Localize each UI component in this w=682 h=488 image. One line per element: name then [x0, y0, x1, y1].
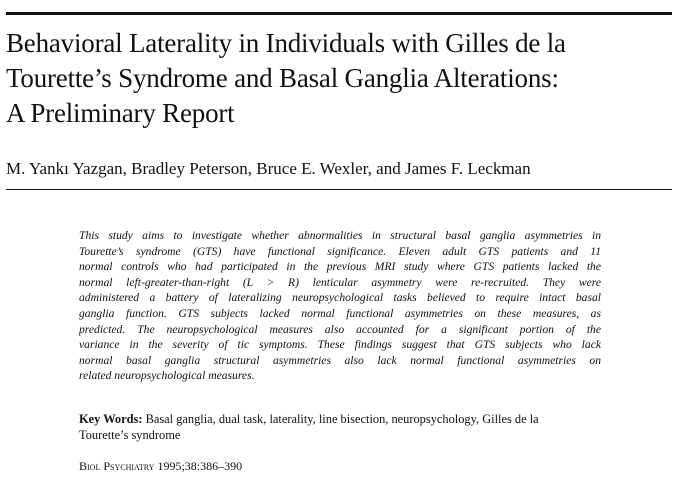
journal-name: Biol Psychiatry	[79, 459, 155, 473]
abstract-line: normal controls who had participated in the previous MRI study where GTS patients lacked the	[79, 260, 601, 274]
abstract-line: Tourette’s syndrome (GTS) have functional significance. Eleven adult GTS patients and 11	[79, 244, 601, 258]
article-title	[6, 26, 672, 131]
abstract-line: ganglia function. GTS subjects lacked normal functional asymmetries on these measures, as	[79, 306, 601, 320]
author-list: M. Yankı Yazgan, Bradley Peterson, Bruce E. Wexler, and James F. Leckman	[6, 159, 531, 178]
title-line: A Preliminary Report	[6, 98, 235, 128]
abstract	[79, 228, 601, 384]
abstract-line: variance in the severity of tic symptoms. These findings suggest that GTS subjects who lack	[79, 338, 601, 352]
abstract-line: normal basal ganglia structural asymmetries also lack normal functional asymmetries on	[79, 353, 601, 367]
title-line: Behavioral Laterality in Individuals with Gilles de la	[6, 28, 566, 58]
abstract-line: predicted. The neuropsychological measures also accounted for a significant portion of the	[79, 322, 601, 336]
key-words-text: Basal ganglia, dual task, laterality, line bisection, neuropsychology, Gilles de la	[145, 412, 539, 426]
key-words-line: Tourette’s syndrome	[79, 428, 181, 442]
key-words	[79, 411, 601, 443]
key-words-line	[79, 411, 601, 427]
abstract-line: normal left-greater-than-right (L > R) lenticular asymmetry were re-recruited. They were	[79, 275, 601, 289]
abstract-line: administered a battery of lateralizing neuropsychological tasks believed to require intact basal	[79, 291, 601, 305]
top-rule	[6, 12, 672, 15]
divider-rule	[6, 189, 672, 190]
title-line: Tourette’s Syndrome and Basal Ganglia Alterations:	[6, 63, 559, 93]
abstract-line: related neuropsychological measures.	[79, 369, 255, 383]
citation-reference: 1995;38:386–390	[157, 459, 243, 473]
citation	[79, 458, 242, 474]
abstract-line: This study aims to investigate whether abnormalities in structural basal ganglia asymmetries in	[79, 229, 601, 242]
key-words-label: Key Words:	[79, 412, 143, 426]
